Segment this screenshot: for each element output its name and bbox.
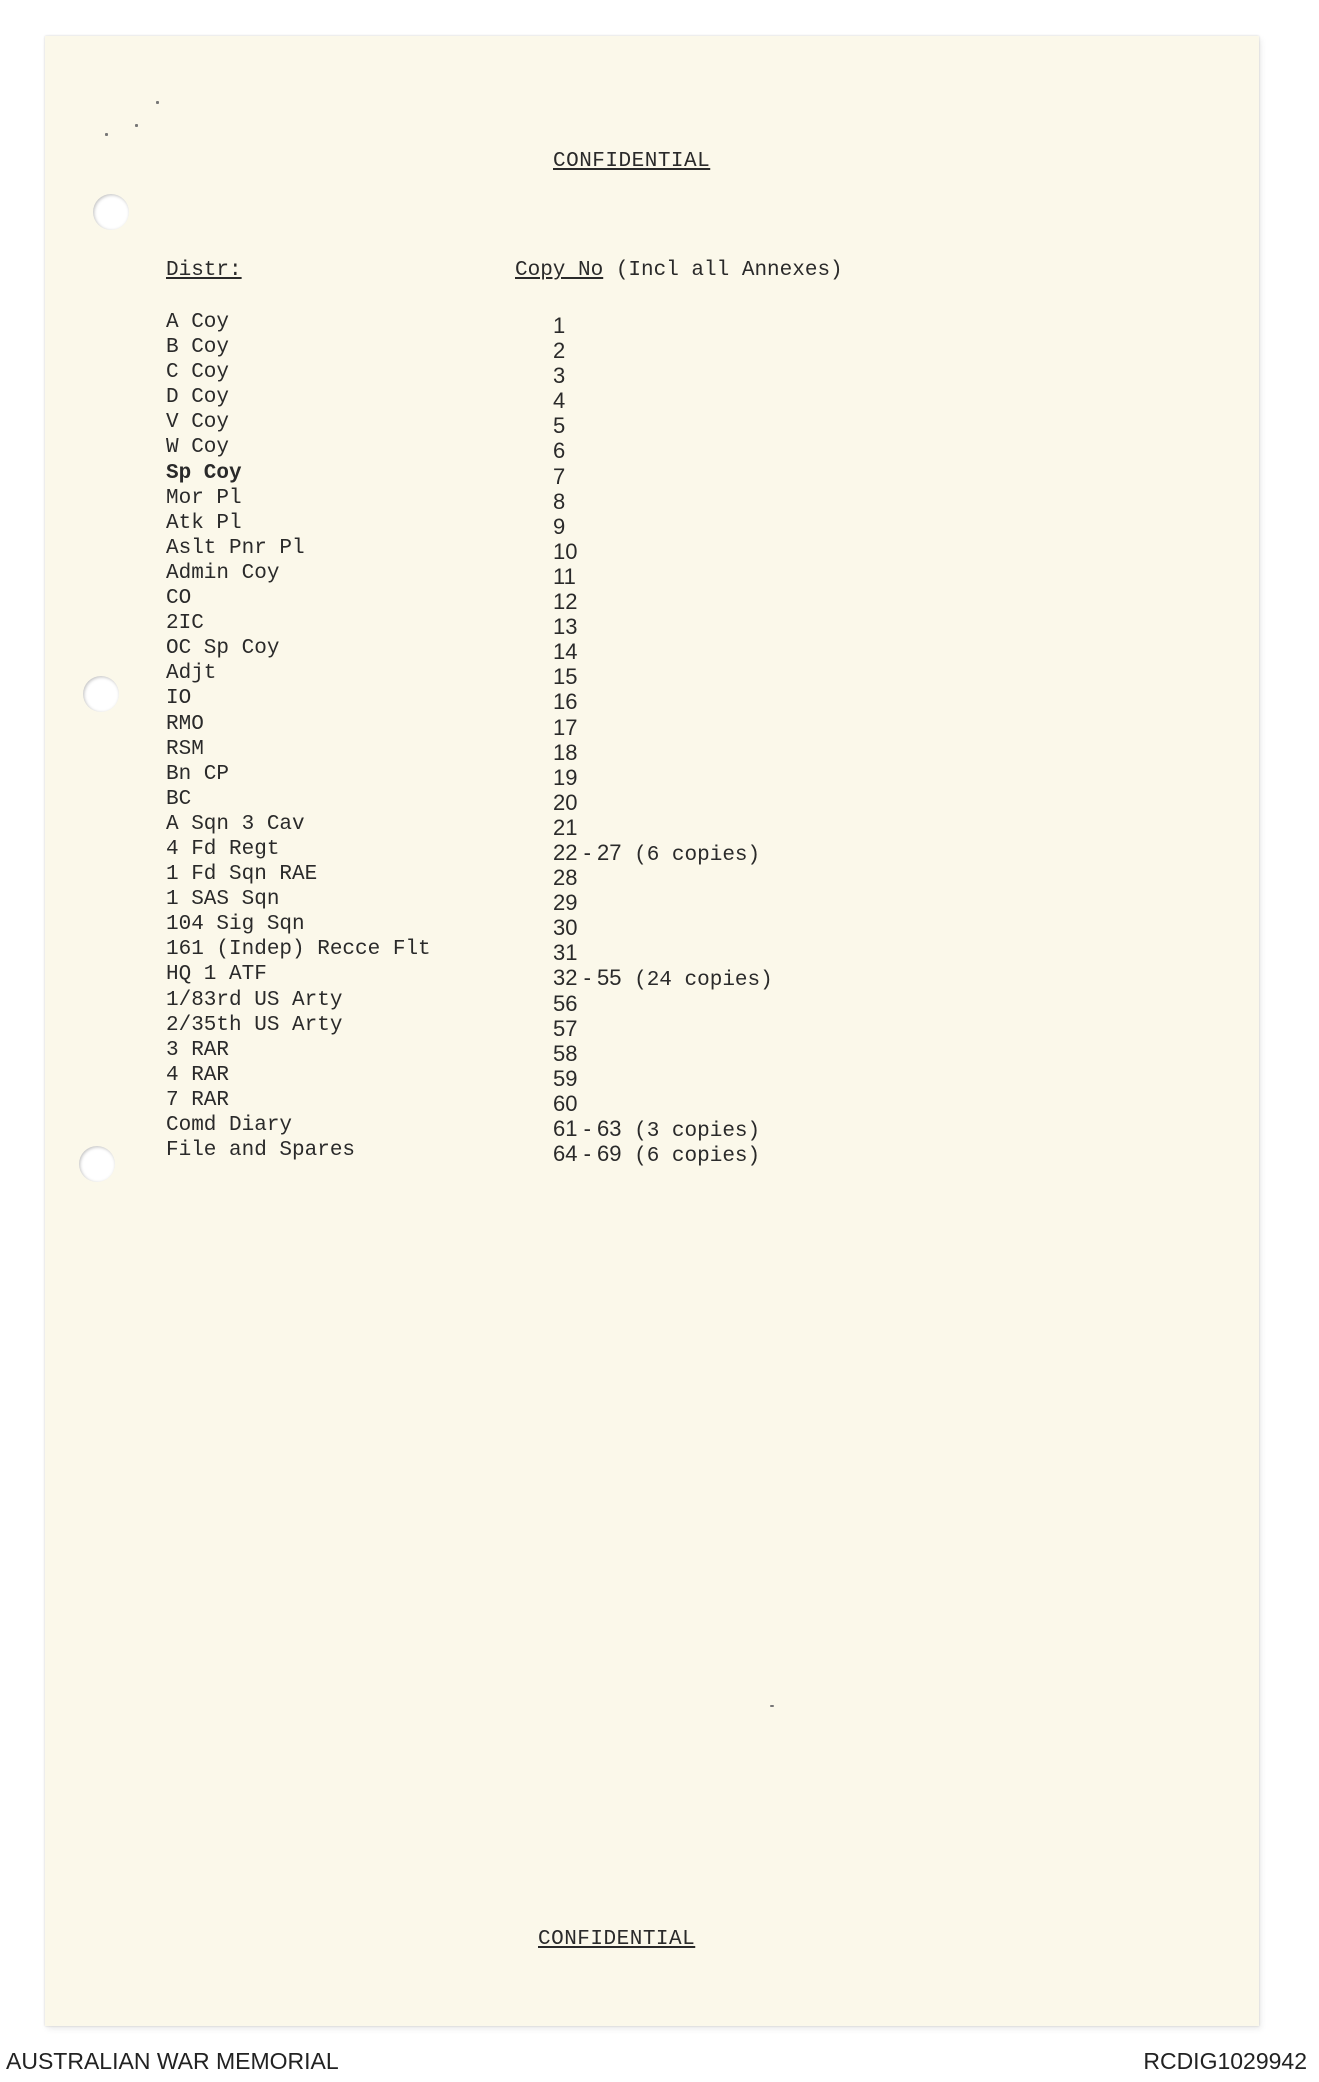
unit-name: 7 RAR — [166, 1088, 230, 1112]
copy-range: 58 — [553, 1040, 578, 1066]
copy-range: 59 — [553, 1065, 578, 1091]
copy-range: 12 — [553, 589, 578, 615]
unit-name: C Coy — [166, 361, 230, 385]
unit-name: 1/83rd US Arty — [166, 988, 343, 1012]
copy-number — [553, 689, 577, 715]
copy-number — [553, 991, 577, 1017]
punch-hole-bottom — [79, 1146, 115, 1182]
copy-number — [553, 715, 577, 741]
copy-no-label: Copy No — [515, 259, 604, 282]
copy-number — [553, 514, 565, 540]
unit-name: 3 RAR — [166, 1038, 230, 1062]
copy-range: 60 — [553, 1090, 578, 1116]
copy-count-note: (24 copies) — [621, 969, 773, 993]
copy-range: 13 — [553, 614, 578, 640]
copy-range: 28 — [553, 865, 578, 891]
classification-footer: CONFIDENTIAL — [538, 1928, 696, 1951]
copy-number — [553, 865, 577, 891]
punch-hole-top — [93, 194, 129, 230]
copy-range: 30 — [553, 915, 578, 941]
copy-number — [553, 489, 565, 515]
copy-range: 57 — [553, 1015, 578, 1041]
copy-range: 4 — [553, 388, 566, 414]
copy-number — [553, 338, 565, 364]
punch-hole-middle — [83, 676, 119, 712]
unit-name: OC Sp Coy — [166, 637, 280, 661]
unit-name: 104 Sig Sqn — [166, 913, 305, 937]
copy-range: 61 - 63 — [553, 1116, 622, 1141]
unit-name: Sp Coy — [166, 461, 242, 485]
copy-number — [553, 840, 760, 867]
unit-name: Bn CP — [166, 762, 230, 786]
copy-range: 10 — [553, 538, 578, 564]
copy-number — [553, 614, 577, 640]
copy-range: 16 — [553, 689, 578, 715]
unit-name: 1 SAS Sqn — [166, 888, 280, 912]
paper-speck — [770, 1705, 774, 1707]
copy-number — [553, 363, 565, 389]
distribution-heading — [166, 259, 242, 282]
copy-range: 22 - 27 — [553, 839, 622, 865]
unit-name: V Coy — [166, 411, 230, 435]
unit-name: A Sqn 3 Cav — [166, 812, 305, 836]
unit-name: A Coy — [166, 311, 230, 334]
unit-name: 2/35th US Arty — [166, 1013, 343, 1037]
copy-range: 32 - 55 — [553, 965, 622, 991]
copy-count-note: (6 copies) — [621, 1145, 761, 1169]
copy-range: 29 — [553, 890, 578, 916]
copy-number — [553, 765, 577, 791]
unit-name: CO — [166, 587, 192, 611]
copy-range: 8 — [553, 488, 566, 514]
copy-number — [553, 313, 565, 339]
copy-range: 56 — [553, 990, 578, 1016]
copy-range: 17 — [553, 714, 578, 740]
unit-name: W Coy — [166, 436, 230, 460]
copy-range: 9 — [553, 513, 566, 539]
unit-name: 2IC — [166, 612, 204, 636]
unit-name: Aslt Pnr Pl — [166, 536, 305, 560]
copy-number — [553, 1091, 577, 1117]
copy-number — [553, 790, 577, 816]
unit-name: BC — [166, 787, 192, 811]
copy-number — [553, 1066, 577, 1092]
unit-name: RMO — [166, 712, 204, 736]
copy-number — [553, 740, 577, 766]
copy-number — [553, 965, 773, 992]
unit-name: Adjt — [166, 662, 217, 686]
unit-name: 1 Fd Sqn RAE — [166, 863, 318, 887]
unit-name: Atk Pl — [166, 511, 242, 535]
copy-range: 20 — [553, 789, 578, 815]
copy-number — [553, 1116, 760, 1143]
copy-range: 1 — [553, 313, 566, 338]
copy-number — [553, 639, 577, 665]
archive-id: RCDIG1029942 — [1143, 2048, 1307, 2074]
copy-number — [553, 1141, 760, 1168]
copy-no-note: (Incl all Annexes) — [603, 259, 843, 282]
copy-number — [553, 664, 577, 690]
copy-number — [553, 589, 577, 615]
copy-range: 19 — [553, 764, 578, 790]
distr-label: Distr: — [166, 259, 242, 282]
copy-number — [553, 388, 565, 414]
copy-number — [553, 539, 577, 565]
paper-speck — [105, 133, 108, 136]
paper-speck — [156, 101, 159, 104]
unit-name: File and Spares — [166, 1139, 356, 1163]
unit-name: 161 (Indep) Recce Flt — [166, 938, 431, 962]
copy-number — [553, 464, 565, 490]
copy-number — [553, 915, 577, 941]
copy-number — [553, 438, 565, 464]
copy-range: 64 - 69 — [553, 1141, 622, 1167]
copy-number — [553, 815, 577, 841]
copy-count-note: (6 copies) — [621, 843, 761, 867]
copy-number — [553, 890, 577, 916]
unit-name: RSM — [166, 737, 204, 761]
copy-number — [553, 413, 565, 439]
unit-name: IO — [166, 687, 192, 711]
copy-range: 3 — [553, 363, 566, 389]
copy-range: 2 — [553, 338, 566, 364]
copy-range: 11 — [553, 563, 576, 589]
unit-name: 4 Fd Regt — [166, 837, 280, 861]
unit-name: HQ 1 ATF — [166, 963, 267, 987]
unit-name: Mor Pl — [166, 486, 242, 510]
unit-name: Admin Coy — [166, 561, 280, 585]
copy-count-note: (3 copies) — [621, 1120, 761, 1143]
copy-range: 6 — [553, 438, 566, 464]
copy-range: 18 — [553, 739, 578, 765]
copy-number-heading — [515, 259, 843, 282]
unit-name: 4 RAR — [166, 1063, 230, 1087]
classification-header: CONFIDENTIAL — [553, 150, 711, 173]
copy-range: 7 — [553, 463, 566, 489]
unit-name: B Coy — [166, 336, 230, 360]
archive-caption: AUSTRALIAN WAR MEMORIAL — [6, 2048, 339, 2074]
copy-range: 14 — [553, 639, 578, 665]
copy-range: 31 — [553, 940, 578, 966]
copy-range: 21 — [553, 814, 578, 840]
copy-number — [553, 1016, 577, 1042]
paper-speck — [135, 124, 138, 127]
copy-range: 5 — [553, 413, 566, 439]
copy-number — [553, 940, 577, 966]
copy-number — [553, 564, 576, 590]
unit-name: D Coy — [166, 386, 230, 410]
unit-name: Comd Diary — [166, 1114, 293, 1137]
copy-range: 15 — [553, 664, 578, 690]
copy-number — [553, 1041, 577, 1067]
